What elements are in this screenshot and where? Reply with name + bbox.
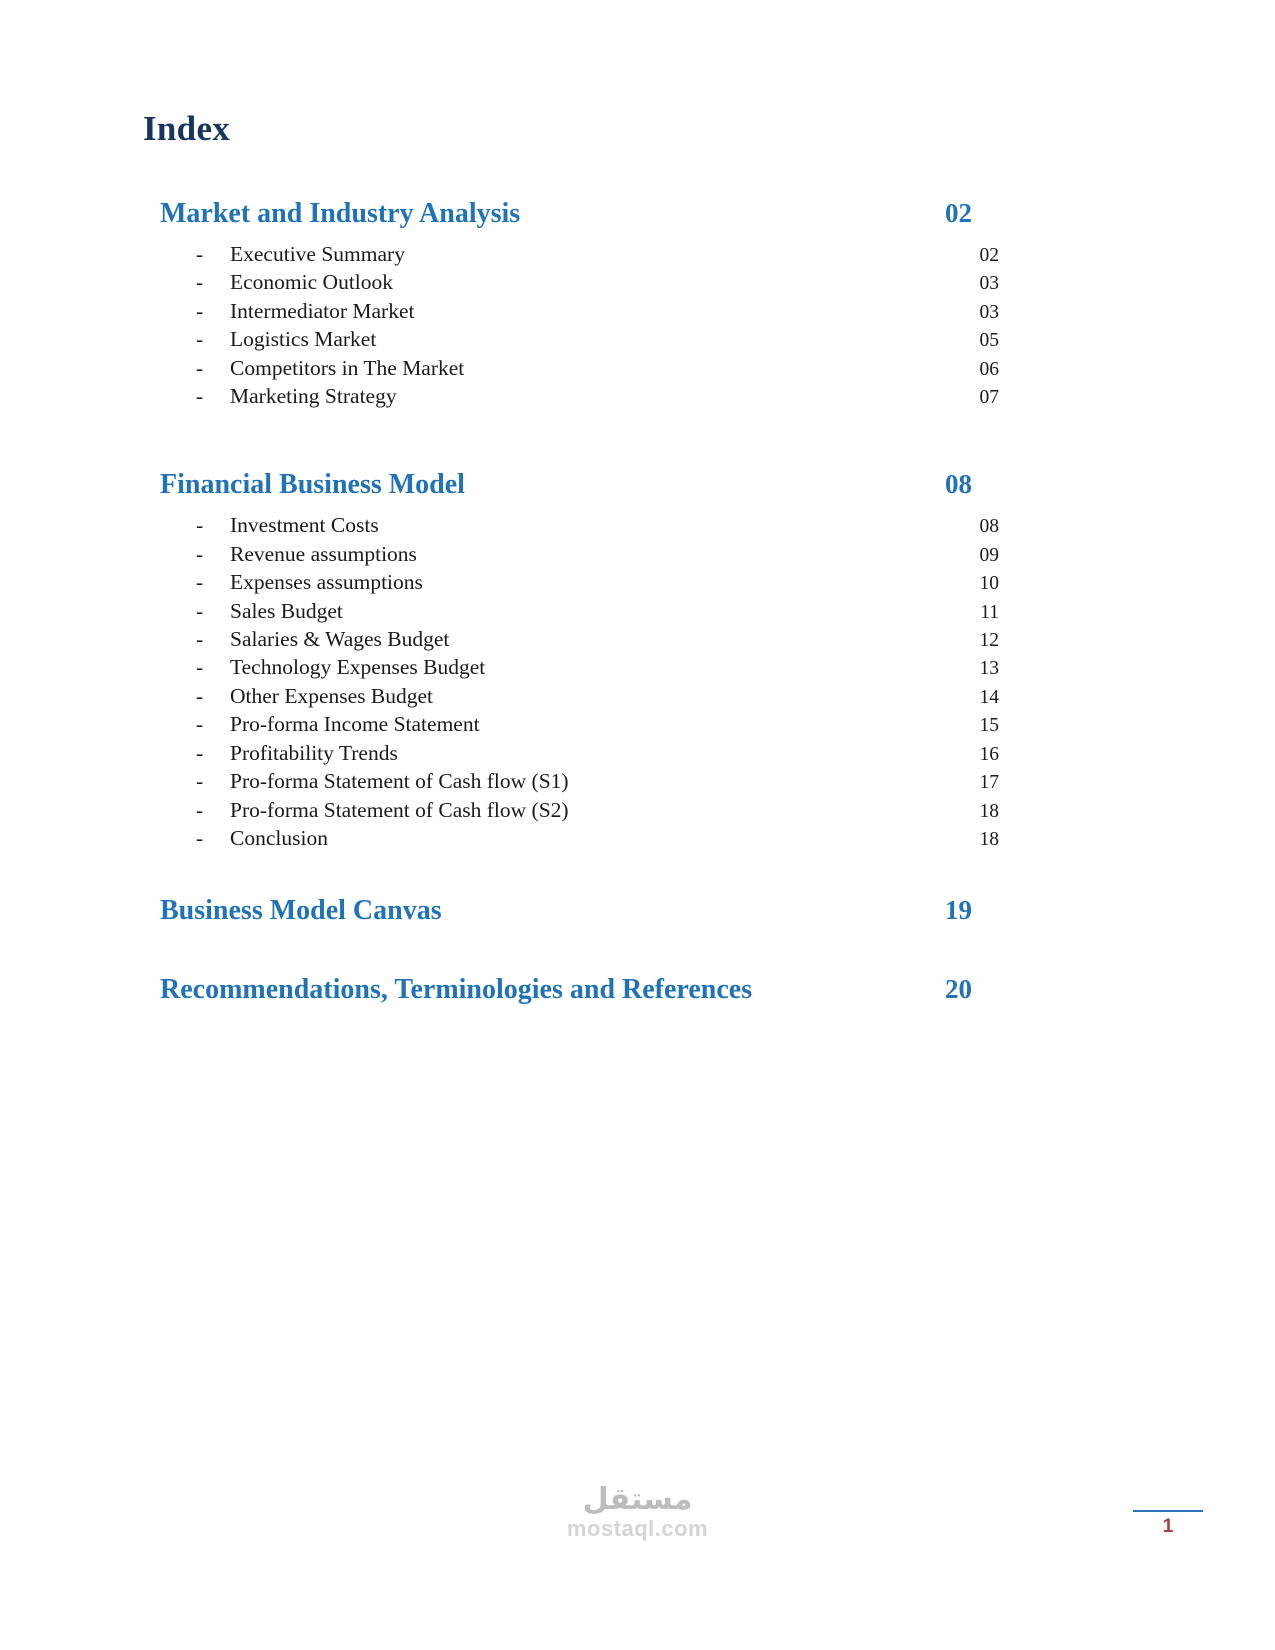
toc-item-label: Intermediator Market [230, 298, 415, 323]
section-business-model-canvas [143, 893, 999, 928]
toc-item [143, 825, 999, 853]
dash-bullet: - [196, 797, 204, 822]
toc-item [143, 768, 999, 796]
toc-item-label: Revenue assumptions [230, 541, 417, 566]
toc-item-label: Pro-forma Statement of Cash flow (S2) [230, 797, 569, 822]
toc-item-label: Logistics Market [230, 327, 377, 352]
dash-bullet: - [196, 769, 204, 794]
toc-item-label: Pro-forma Income Statement [230, 712, 480, 737]
dash-bullet: - [196, 655, 204, 680]
toc-item [143, 740, 999, 768]
section-financial-business-model [143, 467, 999, 853]
dash-bullet: - [196, 570, 204, 595]
section-title: Market and Industry Analysis [160, 198, 521, 229]
toc-item-page: 02 [979, 245, 999, 266]
toc-item-label: Pro-forma Statement of Cash flow (S1) [230, 769, 569, 794]
toc-item-label: Expenses assumptions [230, 570, 423, 595]
section-page-number: 20 [945, 974, 972, 1005]
toc-item-page: 15 [979, 715, 999, 737]
toc-item-label: Marketing Strategy [230, 384, 397, 409]
dash-bullet: - [196, 627, 204, 652]
toc-item-page: 09 [979, 544, 999, 566]
toc-item [143, 711, 999, 739]
toc-item [143, 626, 999, 654]
toc-item [143, 383, 999, 411]
section-heading-row [143, 893, 999, 928]
toc-item-page: 18 [979, 828, 999, 850]
toc-item [143, 569, 999, 597]
toc-item-page: 14 [979, 686, 999, 708]
toc-item [143, 797, 999, 825]
dash-bullet: - [196, 513, 204, 538]
dash-bullet: - [196, 242, 204, 266]
mostaql-arabic-logo: مستقل [582, 1481, 693, 1517]
toc-item [143, 541, 999, 569]
toc-item-page: 03 [979, 273, 999, 295]
toc-item-list [143, 241, 999, 411]
toc-item [143, 326, 999, 354]
dash-bullet: - [196, 740, 204, 765]
toc-item-page: 07 [979, 387, 999, 409]
section-recommendations-terminologies-references [143, 972, 999, 1007]
toc-item [143, 269, 999, 297]
toc-item-label: Investment Costs [230, 513, 379, 538]
toc-item-page: 10 [979, 573, 999, 595]
toc-item-page: 12 [979, 630, 999, 652]
toc-item [143, 298, 999, 326]
section-heading-row [143, 467, 999, 502]
toc-item-page: 18 [979, 800, 999, 822]
dash-bullet: - [196, 355, 204, 380]
dash-bullet: - [196, 825, 204, 850]
toc-item [143, 654, 999, 682]
toc-item [143, 241, 999, 269]
section-title: Recommendations, Terminologies and References [160, 974, 753, 1006]
section-heading-row [143, 972, 999, 1007]
toc-item-label: Economic Outlook [230, 270, 394, 295]
toc-item-page: 08 [979, 516, 999, 538]
toc-item-label: Conclusion [230, 825, 328, 850]
dash-bullet: - [196, 327, 204, 352]
toc-item [143, 355, 999, 383]
toc-item [143, 683, 999, 711]
section-market-and-industry-analysis [143, 196, 999, 411]
dash-bullet: - [196, 384, 204, 409]
section-page-number: 19 [945, 895, 972, 926]
section-title: Financial Business Model [160, 469, 465, 501]
toc-item-page: 03 [979, 301, 999, 323]
toc-item-label: Other Expenses Budget [230, 683, 434, 708]
toc-item-page: 13 [979, 658, 999, 680]
mostaql-watermark [0, 1483, 1275, 1542]
section-page-number: 02 [945, 198, 972, 228]
toc-item [143, 512, 999, 540]
toc-item-page: 05 [979, 330, 999, 352]
toc-item-page: 17 [979, 772, 999, 794]
toc-item [143, 598, 999, 626]
dash-bullet: - [196, 683, 204, 708]
section-page-number: 08 [945, 469, 972, 500]
page-title: Index [143, 109, 231, 148]
mostaql-domain-text: mostaql.com [566, 1515, 709, 1541]
toc-item-label: Profitability Trends [230, 740, 398, 765]
toc-item-label: Competitors in The Market [230, 355, 465, 380]
dash-bullet: - [196, 712, 204, 737]
dash-bullet: - [196, 598, 204, 623]
dash-bullet: - [196, 298, 204, 323]
toc-item-label: Salaries & Wages Budget [230, 627, 450, 652]
toc-item-page: 16 [979, 743, 999, 765]
dash-bullet: - [196, 541, 204, 566]
toc-item-page: 11 [980, 601, 999, 623]
toc-item-label: Technology Expenses Budget [230, 655, 486, 680]
toc-item-page: 06 [979, 358, 999, 380]
dash-bullet: - [196, 270, 204, 295]
toc-content [143, 108, 999, 1007]
section-title: Business Model Canvas [160, 895, 442, 927]
section-heading-row [143, 196, 999, 231]
toc-item-label: Sales Budget [230, 598, 343, 623]
footer-page-number: 1 [1133, 1510, 1203, 1538]
toc-item-label: Executive Summary [230, 242, 405, 266]
toc-item-list [143, 512, 999, 853]
